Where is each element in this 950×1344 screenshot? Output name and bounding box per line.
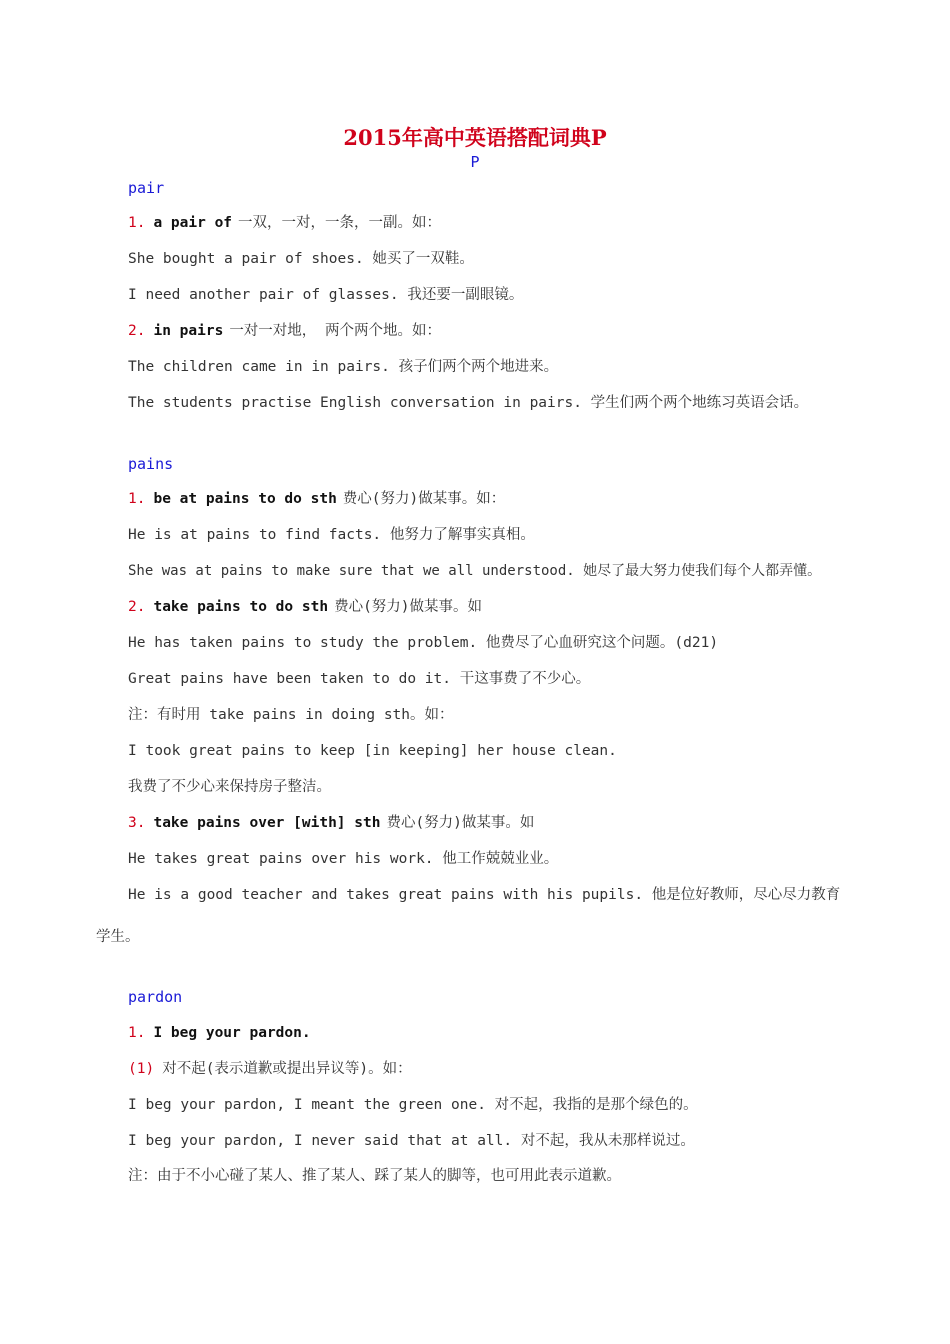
sub-sense-item bbox=[128, 1059, 412, 1079]
sense-number: 1. bbox=[128, 491, 146, 507]
sub-sense-number: (1) bbox=[128, 1061, 155, 1077]
page-title: 2015年高中英语搭配词典P bbox=[343, 125, 607, 150]
example-sentence: I took great pains to keep [in keeping] her house clean. bbox=[128, 743, 617, 759]
sense-number: 1. bbox=[128, 1025, 146, 1041]
headword-pains: pains bbox=[128, 455, 174, 473]
sense-item bbox=[128, 321, 441, 341]
collocation-phrase: take pains over [with] sth bbox=[153, 815, 381, 831]
example-sentence: He takes great pains over his work. 他工作兢兢业业。 bbox=[128, 851, 559, 867]
sense-item bbox=[128, 813, 534, 833]
sense-gloss: 一双，一对，一条，一副。如： bbox=[238, 215, 442, 231]
example-sentence: She bought a pair of shoes. 她买了一双鞋。 bbox=[128, 251, 474, 267]
example-sentence: The children came in in pairs. 孩子们两个两个地进来。 bbox=[128, 359, 559, 375]
collocation-phrase: I beg your pardon. bbox=[153, 1025, 311, 1041]
sense-gloss: 一对一对地， 两个两个地。如： bbox=[229, 323, 442, 339]
collocation-phrase: take pains to do sth bbox=[153, 599, 329, 615]
sense-gloss: 费心(努力)做某事。如 bbox=[334, 599, 483, 615]
sense-item bbox=[128, 1023, 317, 1043]
sense-item bbox=[128, 597, 482, 617]
example-sentence: I beg your pardon, I meant the green one. 对不起，我指的是那个绿色的。 bbox=[128, 1097, 698, 1113]
sense-item bbox=[128, 213, 441, 233]
sense-gloss: 对不起(表示道歉或提出异议等)。如： bbox=[162, 1061, 412, 1077]
sense-number: 2. bbox=[128, 323, 146, 339]
usage-note: 注：由于不小心碰了某人、推了某人、踩了某人的脚等，也可用此表示道歉。 bbox=[128, 1168, 621, 1184]
sense-number: 3. bbox=[128, 815, 146, 831]
example-sentence: He is a good teacher and takes great pains with his pupils. 他是位好教师，尽心尽力教育 bbox=[128, 887, 841, 903]
headword-pair: pair bbox=[128, 179, 165, 197]
example-sentence: I need another pair of glasses. 我还要一副眼镜。 bbox=[128, 287, 524, 303]
collocation-phrase: in pairs bbox=[153, 323, 224, 339]
sense-gloss: 费心(努力)做某事。如 bbox=[386, 815, 535, 831]
sense-gloss: 费心(努力)做某事。如： bbox=[342, 491, 506, 507]
sense-number: 2. bbox=[128, 599, 146, 615]
example-translation: 我费了不少心来保持房子整洁。 bbox=[128, 779, 331, 795]
example-continuation: 学生。 bbox=[96, 929, 140, 945]
headword-pardon: pardon bbox=[128, 988, 183, 1006]
section-letter: P bbox=[470, 153, 480, 171]
example-sentence: Great pains have been taken to do it. 干这事费了不少心。 bbox=[128, 671, 591, 687]
sense-number: 1. bbox=[128, 215, 146, 231]
example-sentence: She was at pains to make sure that we all understood. 她尽了最大努力使我们每个人都弄懂。 bbox=[128, 563, 822, 579]
collocation-phrase: be at pains to do sth bbox=[153, 491, 337, 507]
usage-note: 注：有时用 take pains in doing sth。如： bbox=[128, 707, 454, 723]
example-sentence: He is at pains to find facts. 他努力了解事实真相。 bbox=[128, 527, 535, 543]
example-sentence: The students practise English conversation in pairs. 学生们两个两个地练习英语会话。 bbox=[128, 395, 809, 411]
example-sentence: I beg your pardon, I never said that at all. 对不起，我从未那样说过。 bbox=[128, 1133, 695, 1149]
collocation-phrase: a pair of bbox=[153, 215, 233, 231]
example-sentence: He has taken pains to study the problem. 他费尽了心血研究这个问题。(d21) bbox=[128, 635, 719, 651]
sense-item bbox=[128, 489, 505, 509]
